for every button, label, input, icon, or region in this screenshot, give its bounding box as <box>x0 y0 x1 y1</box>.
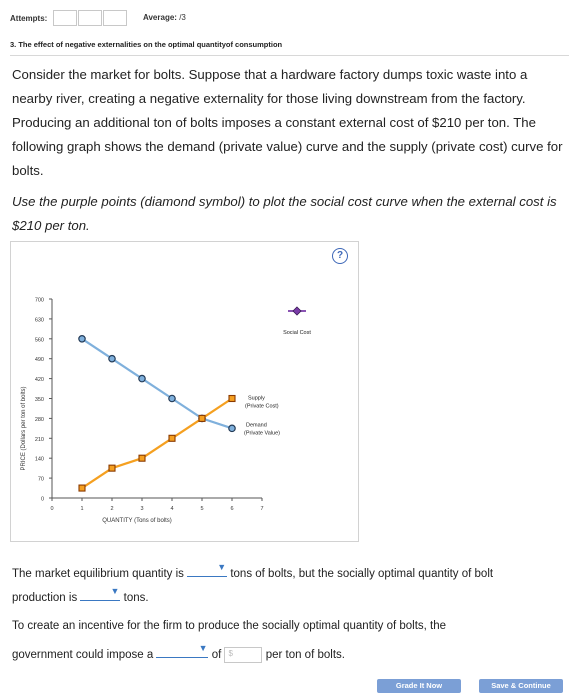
graph-canvas[interactable] <box>11 242 358 541</box>
save-continue-button[interactable]: Save & Continue <box>479 679 563 693</box>
intro-line: nearby river, creating a negative externality for those living downstream from the factory. <box>12 91 526 106</box>
answer-text: tons. <box>123 592 149 604</box>
y-tick-label: 560 <box>34 337 44 344</box>
supply-point <box>79 485 85 491</box>
demand-label: Demand <box>246 422 267 429</box>
y-tick-label: 0 <box>40 496 44 503</box>
market-quantity-dropdown[interactable] <box>187 563 227 577</box>
question-title: 3. The effect of negative externalities on the optimal quantityof consumption <box>10 40 283 49</box>
chevron-down-icon: ▼ <box>217 562 227 572</box>
supply-point <box>109 465 115 471</box>
average-label: Average: <box>143 13 177 22</box>
x-tick-label: 6 <box>230 506 234 512</box>
supply-point <box>169 435 175 441</box>
demand-point <box>169 395 175 401</box>
y-tick-label: 70 <box>37 476 44 483</box>
grade-button[interactable]: Grade It Now <box>377 679 461 693</box>
y-tick-label: 490 <box>34 357 44 364</box>
y-tick-label: 280 <box>34 416 44 423</box>
x-tick-label: 1 <box>80 506 84 512</box>
instruction-line: $210 per ton. <box>12 218 90 233</box>
answer-text: of <box>211 649 222 661</box>
intro-line: Producing an additional ton of bolts imposes a constant external cost of $210 per ton. The <box>12 115 536 130</box>
demand-point <box>109 356 115 362</box>
x-tick-label: 5 <box>200 506 204 512</box>
instruction-line: Use the purple points (diamond symbol) to plot the social cost curve when the external cost is <box>12 194 557 209</box>
answer-text: per ton of bolts. <box>265 649 345 661</box>
y-tick-label: 630 <box>34 317 44 324</box>
x-tick-label: 3 <box>140 506 144 512</box>
demand-label-sub: (Private Value) <box>244 430 280 437</box>
y-tick-label: 350 <box>34 397 44 403</box>
y-tick-label: 140 <box>34 456 44 463</box>
answer-line-1 <box>12 563 493 580</box>
question-intro <box>12 63 572 183</box>
help-button[interactable]: ? <box>332 248 348 264</box>
demand-point <box>139 375 145 381</box>
x-axis-label: QUANTITY (Tons of bolts) <box>102 518 172 524</box>
y-tick-label: 700 <box>34 297 44 304</box>
intro-line: Consider the market for bolts. Suppose that a hardware factory dumps toxic waste into a <box>12 67 528 82</box>
supply-label: Supply <box>248 395 265 402</box>
demand-curve-line <box>82 339 232 429</box>
answer-line-4 <box>12 644 345 663</box>
graph-instructions <box>12 190 572 238</box>
chevron-down-icon: ▼ <box>198 643 208 653</box>
answer-text: The market equilibrium quantity is <box>12 568 184 580</box>
demand-point <box>229 425 235 431</box>
divider <box>10 55 569 56</box>
y-tick-label: 420 <box>34 377 44 384</box>
average-display <box>143 13 186 22</box>
chevron-down-icon: ▼ <box>110 586 120 596</box>
currency-symbol: $ <box>228 648 233 658</box>
supply-label-sub: (Private Cost) <box>245 403 279 410</box>
x-tick-label: 7 <box>260 506 264 512</box>
demand-point <box>79 336 85 342</box>
attempts-bar <box>10 9 128 27</box>
supply-point <box>229 396 235 402</box>
answer-text: tons of bolts, but the socially optimal quantity of bolt <box>230 568 494 580</box>
x-tick-label: 4 <box>170 506 174 512</box>
policy-type-dropdown[interactable] <box>156 644 208 658</box>
supply-point <box>199 415 205 421</box>
x-tick-label: 2 <box>110 506 114 512</box>
attempt-box <box>53 10 77 26</box>
supply-point <box>139 455 145 461</box>
supply-curve-line <box>82 399 232 489</box>
x-tick-label: 0 <box>50 506 54 512</box>
optimal-quantity-dropdown[interactable] <box>80 587 120 601</box>
intro-line: bolts. <box>12 163 44 178</box>
policy-amount-input[interactable] <box>224 647 262 663</box>
answer-text: government could impose a <box>12 649 154 661</box>
intro-line: following graph shows the demand (private value) curve and the supply (private cost) curve for <box>12 139 563 154</box>
y-tick-label: 210 <box>34 436 44 443</box>
answer-line-2 <box>12 587 149 604</box>
attempt-box <box>78 10 102 26</box>
attempt-box <box>103 10 127 26</box>
attempts-label: Attempts: <box>10 13 48 23</box>
y-axis-label: PRICE (Dollars per ton of bolts) <box>21 386 27 471</box>
answer-text: production is <box>12 592 78 604</box>
attempt-boxes <box>53 10 128 26</box>
diamond-icon <box>293 307 301 315</box>
graph-panel[interactable] <box>10 241 359 542</box>
social-cost-legend-label: Social Cost <box>283 330 311 336</box>
average-value: /3 <box>179 13 186 22</box>
answer-line-3: To create an incentive for the firm to produce the socially optimal quantity of bolts, the <box>12 620 447 632</box>
